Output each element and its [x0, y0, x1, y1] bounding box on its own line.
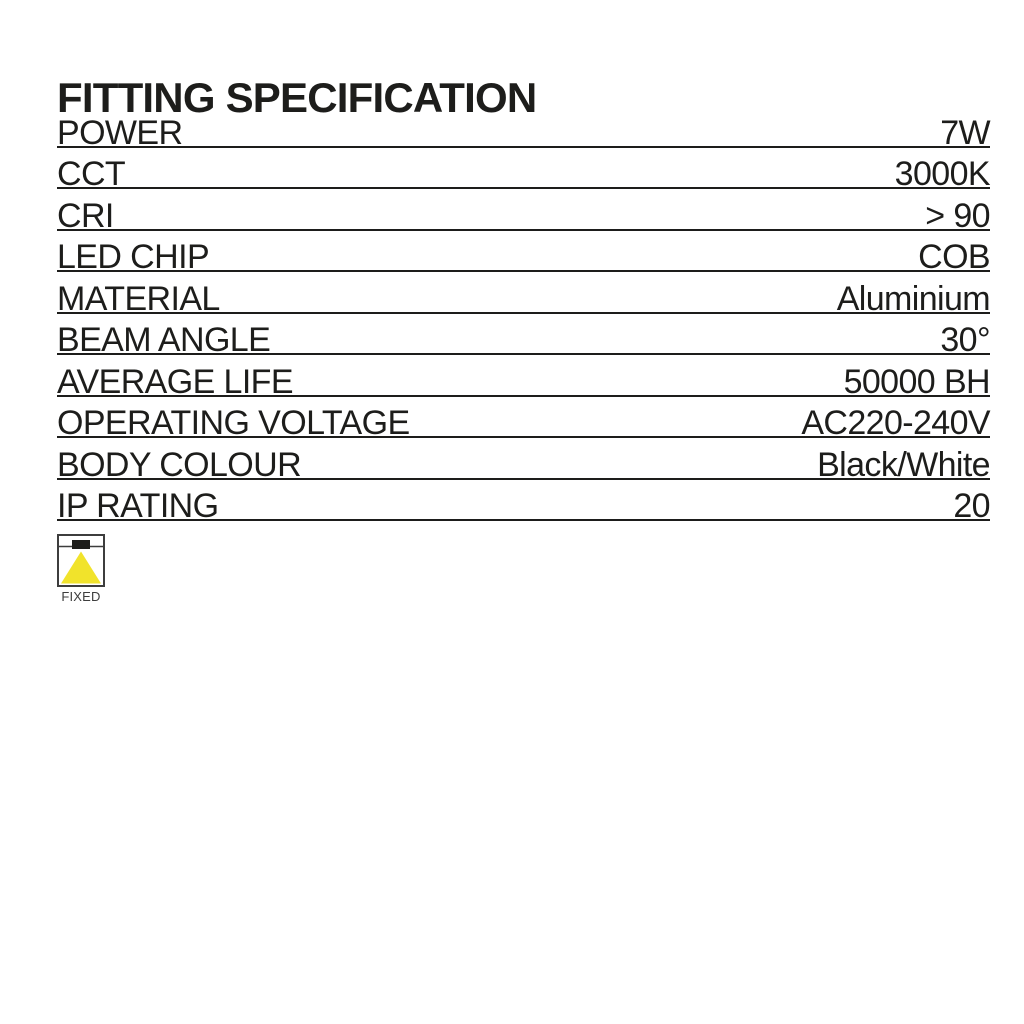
fixed-fitting-icon [57, 534, 105, 603]
spec-label: MATERIAL [57, 279, 220, 318]
spec-label: OPERATING VOLTAGE [57, 404, 410, 442]
spec-value: 7W [940, 113, 990, 152]
spec-value: AC220-240V [801, 404, 990, 442]
spec-label: BEAM ANGLE [57, 321, 271, 359]
spec-value: Black/White [817, 445, 990, 484]
spec-value: COB [918, 238, 990, 276]
page-title: FITTING SPECIFICATION [57, 74, 537, 122]
spec-row-material [57, 272, 990, 318]
spec-label: POWER [57, 113, 183, 152]
fixed-downlight-icon [57, 534, 105, 587]
spec-row-average-life [57, 355, 990, 401]
spec-row-body-colour [57, 438, 990, 484]
fitting-body [72, 540, 90, 549]
spec-row-power [57, 106, 990, 152]
spec-value: 20 [953, 487, 990, 525]
fixed-icon-caption: FIXED [61, 589, 101, 604]
spec-row-operating-voltage [57, 397, 990, 442]
spec-label: CRI [57, 196, 114, 235]
spec-label: BODY COLOUR [57, 445, 302, 484]
spec-value: 50000 BH [843, 362, 990, 401]
spec-row-beam-angle [57, 314, 990, 359]
spec-label: IP RATING [57, 487, 219, 525]
spec-label: AVERAGE LIFE [57, 362, 293, 401]
spec-label: CCT [57, 155, 126, 193]
spec-value: Aluminium [836, 279, 990, 318]
spec-row-cct [57, 148, 990, 193]
spec-value: 30° [940, 321, 990, 359]
spec-label: LED CHIP [57, 238, 210, 276]
spec-row-led-chip [57, 231, 990, 276]
spec-value: 3000K [894, 155, 990, 193]
spec-row-ip-rating [57, 480, 990, 525]
spec-value: > 90 [925, 196, 990, 235]
spec-row-cri [57, 189, 990, 235]
spec-table [57, 106, 990, 525]
